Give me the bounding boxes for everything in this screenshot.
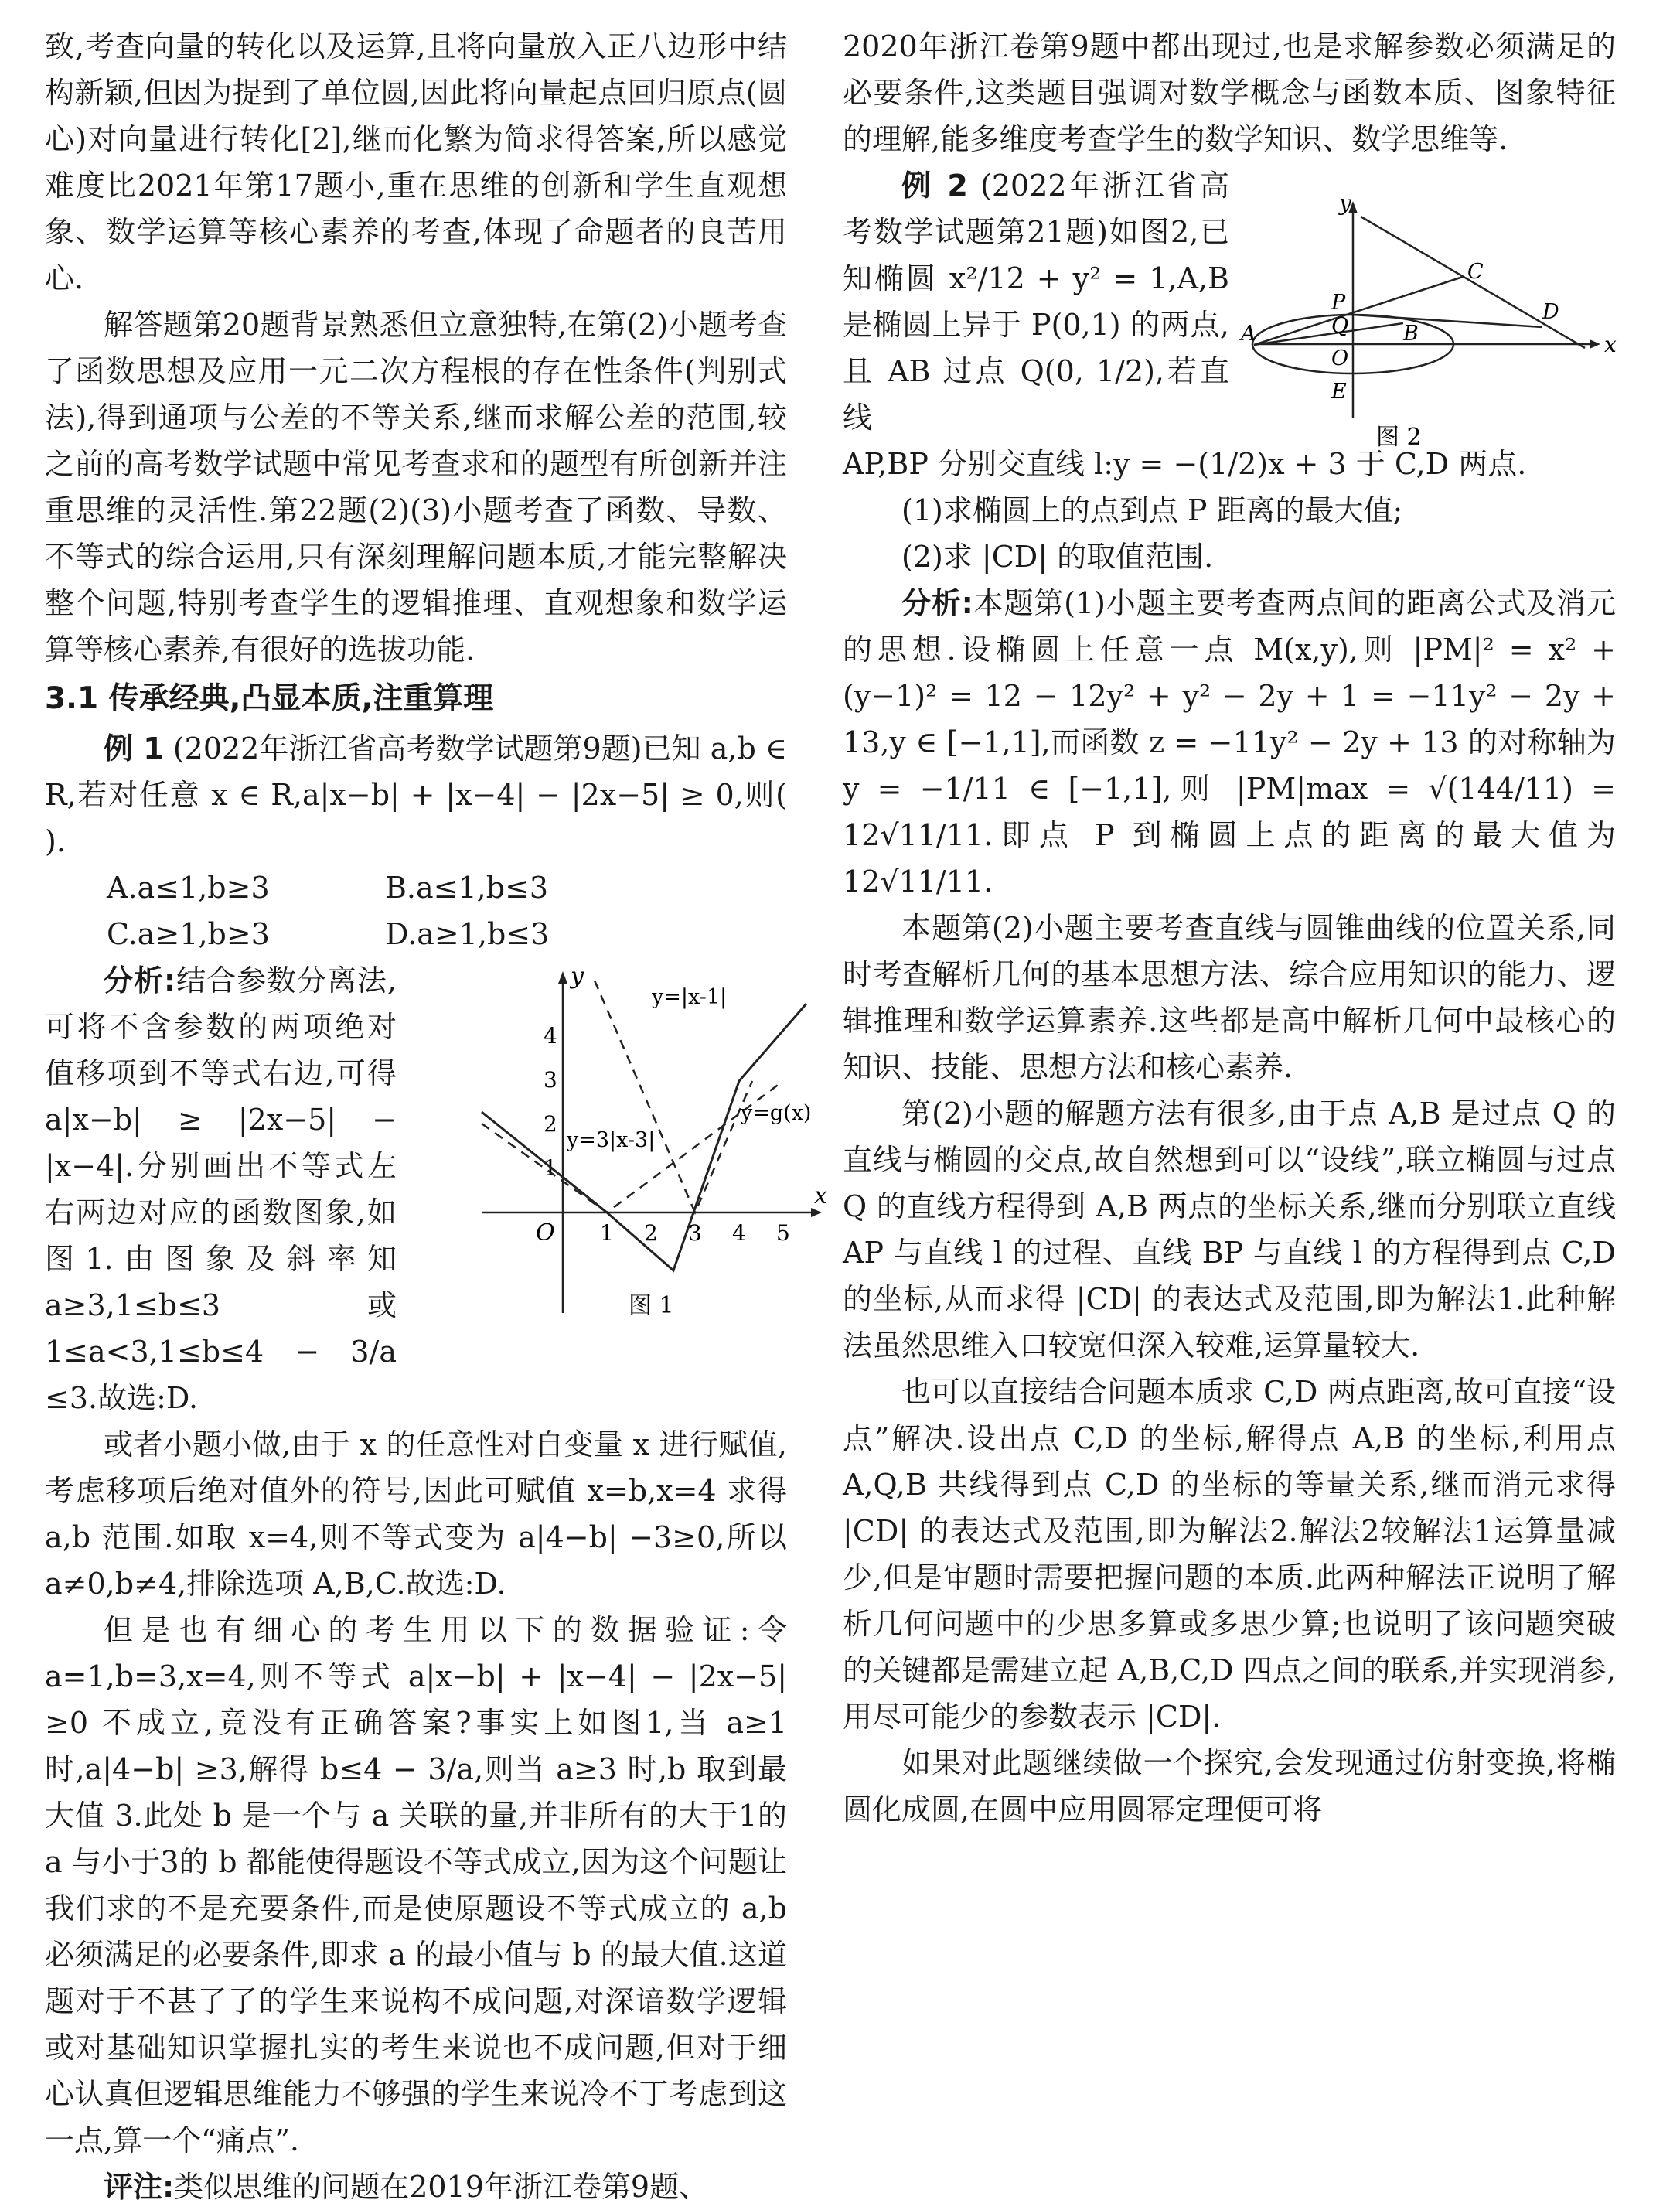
point-p: P [1331, 291, 1346, 315]
paragraph: 本题第(2)小题主要考查直线与圆锥曲线的位置关系,同时考查解析几何的基本思想方法、综合应用知识的能力、逻辑推理和数学运算素养.这些都是高中解析几何中最核心的知识、技能、思想方法和核心素养. [843, 911, 1616, 1084]
line-ab [1254, 323, 1403, 345]
analysis-with-figure [45, 957, 827, 1421]
x-tick: 2 [644, 1220, 658, 1246]
comment-label: 评注: [104, 2170, 175, 2204]
option-b: B.a≤1,b≤3 [385, 871, 549, 905]
example-label: 例 2 [901, 169, 968, 203]
analysis-text: 结合参数分离法,可将不含参数的两项绝对值移项到不等式右边,可得 a|x−b| ≥ |2x−5| − |x−4|.分别画出不等式左右两边对应的函数图象,如图1.由图象及斜率知 a≥3,1≤b≤3 或 1≤a<3,1≤b≤4 − 3/a ≤3.故选:D. [45, 963, 397, 1415]
figure-2 [1237, 193, 1624, 456]
example-2 [843, 162, 1229, 441]
point-q: Q [1331, 314, 1349, 338]
y-axis-label: y [571, 963, 584, 990]
x-tick: 5 [776, 1220, 790, 1246]
paragraph: AP,BP 分别交直线 l:y = −(1/2)x + 3 于 C,D 两点. [843, 447, 1527, 481]
x-axis-label: x [1604, 332, 1617, 357]
example-text: (2022年浙江省高考数学试题第21题)如图2,已知椭圆 x²/12 + y² = 1,A,B 是椭圆上异于 P(0,1) 的两点,且 AB 过点 Q(0, 1/2),若直线 [843, 169, 1229, 435]
point-e: E [1331, 380, 1347, 404]
paragraph: 但是也有细心的考生用以下的数据验证:令 a=1,b=3,x=4,则不等式 a|x−b| + |x−4| − |2x−5| ≥0 不成立,竟没有正确答案?事实上如图1,当 a≥1 时,a|4−b| ≥3,解得 b≤4 − 3/a,则当 a≥3 时,b 取到最大值 3.此处 b 是一个与 a 关联的量,并非所有的大于1的 a 与小于3的 b 都能使得题设不等式成立,因为这个问题让我们求的不是充要条件,而是使原题设不等式成立的 a,b 必须满足的必要条件,即求 a 的最小值与 b 的最大值.这道题对于不甚了了的学生来说构不成问题,对深谙数学逻辑或对基础知识掌握扎实的考生来说也不成问题,但对于细心认真但逻辑思维能力不够强的学生来说冷不丁考虑到这一点,算一个“痛点”. [45, 1613, 787, 2157]
y-tick: 2 [544, 1111, 557, 1137]
y-tick: 4 [544, 1023, 557, 1049]
figure-2-graph [1237, 193, 1624, 456]
comment [45, 2164, 787, 2210]
analysis-text: 本题第(1)小题主要考查两点间的距离公式及消元的思想.设椭圆上任意一点 M(x,y),则 |PM|² = x² + (y−1)² = 12 − 12y² + y² − 2y + 1 = −11y² − 2y + 13,y ∈ [−1,1],而函数 z = −11y² − 2y + 13 的对称轴为 y = −1/11 ∈ [−1,1],则 |PM|max = √(144/11) = 12√11/11.即点 P 到椭圆上点的距离的最大值为 12√11/11. [843, 586, 1616, 899]
analysis-label: 分析: [901, 586, 973, 620]
curve-3abs-x-3 [595, 981, 752, 1212]
left-column [45, 23, 827, 2210]
figure-1 [474, 957, 837, 1321]
figure-1-graph [474, 957, 837, 1321]
x-axis-label: x [814, 1182, 827, 1209]
option-a: A.a≤1,b≥3 [107, 871, 270, 905]
x-axis-arrow-icon [1590, 339, 1600, 349]
analysis [45, 957, 397, 1421]
right-column [843, 23, 1616, 1833]
point-d: D [1542, 300, 1559, 324]
line-bp [1353, 315, 1542, 327]
section-heading: 3.1 传承经典,凸显本质,注重算理 [45, 681, 494, 716]
options [45, 865, 787, 957]
comment-text: 类似思维的问题在2019年浙江卷第9题、 [174, 2170, 709, 2204]
paragraph: 第(2)小题的解题方法有很多,由于点 A,B 是过点 Q 的直线与椭圆的交点,故自然想到可以“设线”,联立椭圆与过点 Q 的直线方程得到 A,B 两点的坐标关系,继而分别联立直线 AP 与直线 l 的过程、直线 BP 与直线 l 的方程得到点 C,D 的坐标,从而求得 |CD| 的表达式及范围,即为解法1.此种解法虽然思维入口较宽但深入较难,运算量较大. [843, 1096, 1616, 1362]
example-label: 例 1 [104, 732, 164, 766]
y-tick: 1 [544, 1155, 557, 1181]
example-1 [45, 725, 787, 865]
x-tick: 1 [600, 1220, 614, 1246]
point-a: A [1241, 322, 1256, 346]
x-tick: 3 [688, 1220, 702, 1246]
paragraph: 或者小题小做,由于 x 的任意性对自变量 x 进行赋值,考虑移项后绝对值外的符号,因此可赋值 x=b,x=4 求得 a,b 范围.如取 x=4,则不等式变为 a|4−b| −3≥0,所以 a≠0,b≠4,排除选项 A,B,C.故选:D. [45, 1427, 787, 1601]
example-text: (2022年浙江省高考数学试题第9题)已知 a,b ∈ R,若对任意 x ∈ R,a|x−b| + |x−4| − |2x−5| ≥ 0,则( ). [45, 732, 787, 858]
point-o: O [1331, 346, 1349, 370]
y-axis-arrow-icon [558, 971, 567, 984]
y-axis-label: y [1339, 193, 1351, 216]
option-c: C.a≥1,b≥3 [107, 917, 270, 951]
option-d: D.a≥1,b≤3 [385, 917, 550, 951]
question-2: (2)求 |CD| 的取值范围. [901, 540, 1214, 574]
label-y-abs-x-1: y=|x-1| [652, 985, 728, 1009]
figure-caption: 图 1 [629, 1292, 674, 1319]
paragraph: 也可以直接结合问题本质求 C,D 两点距离,故可直接“设点”解决.设出点 C,D 的坐标,解得点 A,B 的坐标,利用点 A,Q,B 共线得到点 C,D 的坐标的等量关系,继而消元求得 |CD| 的表达式及范围,即为解法2.解法2较解法1运算量减少,但是审题时需要把握问题的本质.此两种解法正说明了解析几何问题中的少思多算或多思少算;也说明了该问题突破的关键都是需建立起 A,B,C,D 四点之间的联系,并实现消参,用尽可能少的参数表示 |CD|. [843, 1375, 1616, 1734]
paragraph: 致,考查向量的转化以及运算,且将向量放入正八边形中结构新颖,但因为提到了单位圆,因此将向量起点回归原点(圆心)对向量进行转化[2],继而化繁为简求得答案,所以感觉难度比2021年第17题小,重在思维的创新和学生直观想象、数学运算等核心素养的考查,体现了命题者的良苦用心. [45, 29, 787, 295]
point-b: B [1403, 322, 1419, 346]
analysis [843, 580, 1616, 905]
origin-label: O [536, 1219, 555, 1247]
label-y-g: y=g(x) [741, 1101, 812, 1125]
point-c: C [1467, 260, 1484, 284]
label-y-3abs-x-3: y=3|x-3| [567, 1128, 656, 1152]
question-1: (1)求椭圆上的点到点 P 距离的最大值; [901, 493, 1403, 527]
x-tick: 4 [732, 1220, 746, 1246]
example-2-with-figure [843, 162, 1617, 451]
paragraph: 2020年浙江卷第9题中都出现过,也是求解参数必须满足的必要条件,这类题目强调对数学概念与函数本质、图象特征的理解,能多维度考查学生的数学知识、数学思维等. [843, 29, 1616, 156]
paragraph: 解答题第20题背景熟悉但立意独特,在第(2)小题考查了函数思想及应用一元二次方程根的存在性条件(判别式法),得到通项与公差的不等关系,继而求解公差的范围,较之前的高考数学试题中常见考查求和的题型有所创新并注重思维的灵活性.第22题(2)(3)小题考查了函数、导数、不等式的综合运用,只有深刻理解问题本质,才能完整解决整个问题,特别考查学生的逻辑推理、直观想象和数学运算等核心素养,有很好的选拔功能. [45, 308, 787, 667]
analysis-label: 分析: [104, 963, 176, 998]
figure-caption: 图 2 [1376, 424, 1422, 451]
paragraph: 如果对此题继续做一个探究,会发现通过仿射变换,将椭圆化成圆,在圆中应用圆幂定理便可将 [843, 1746, 1616, 1826]
y-tick: 3 [544, 1067, 557, 1093]
line-ap [1254, 277, 1463, 345]
